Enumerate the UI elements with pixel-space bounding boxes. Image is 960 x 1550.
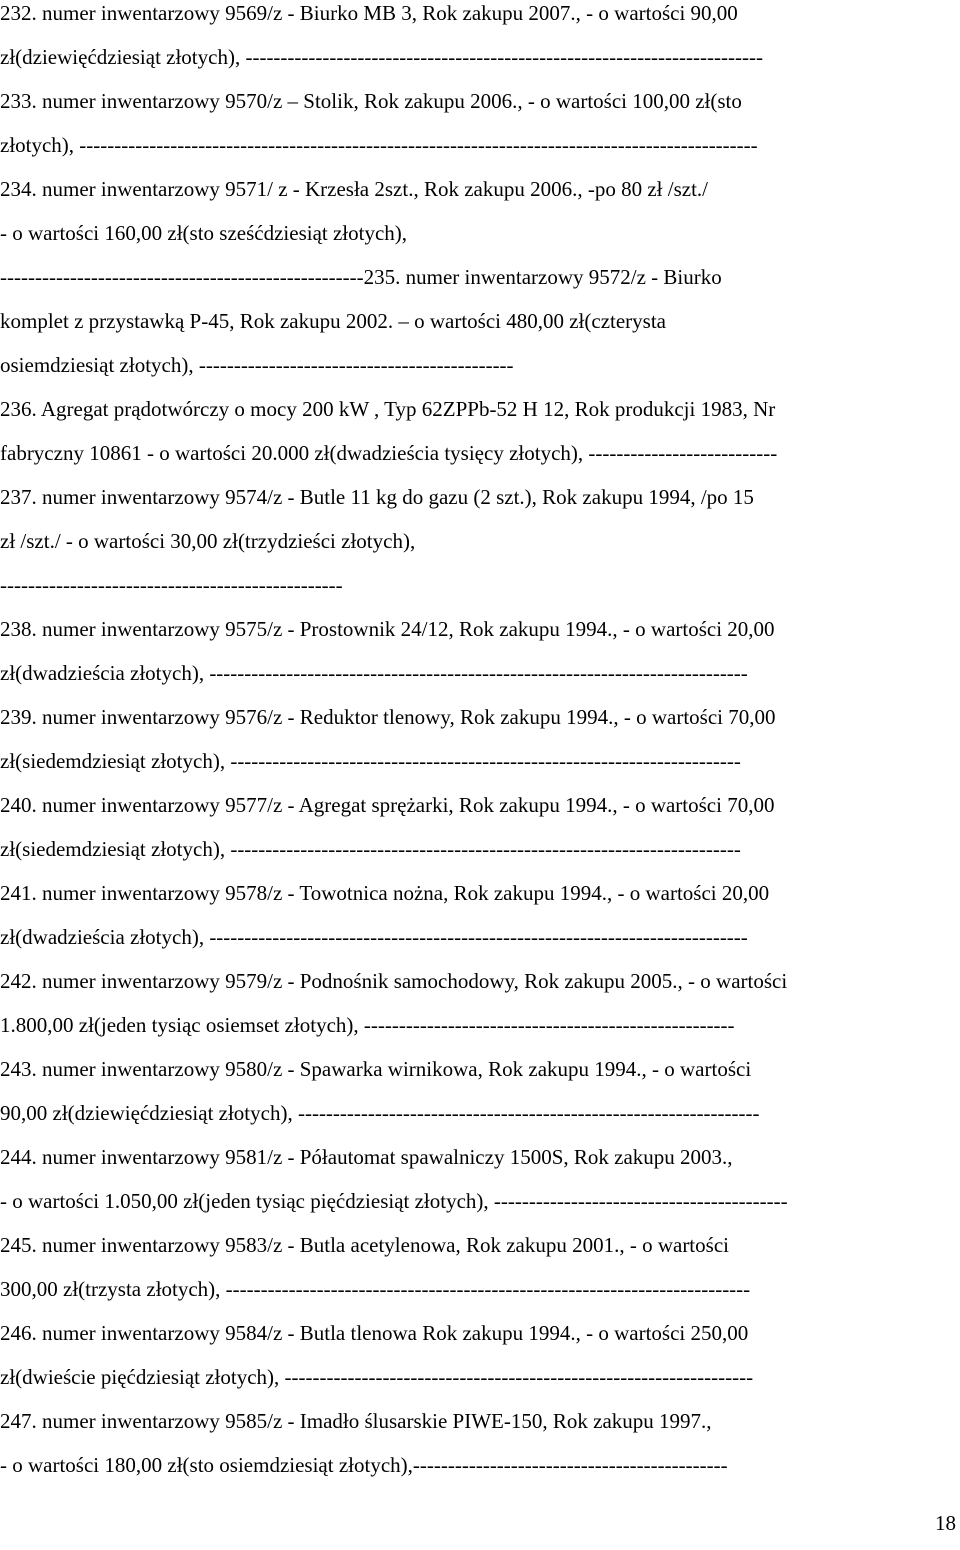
text-line: złotych), ------------------------------------------------------------------------------------------------- (0, 133, 758, 157)
text-line: 247. numer inwentarzowy 9585/z - Imadło ślusarskie PIWE-150, Rok zakupu 1997., (0, 1409, 712, 1433)
text-line: - o wartości 1.050,00 zł(jeden tysiąc pięćdziesiąt złotych), ------------------------------------------ (0, 1189, 788, 1213)
text-line: 241. numer inwentarzowy 9578/z - Towotnica nożna, Rok zakupu 1994., - o wartości 20,00 (0, 881, 770, 905)
text-line: zł(siedemdziesiąt złotych), ------------------------------------------------------------------------- (0, 837, 741, 861)
text-line: zł(dwadzieścia złotych), ----------------------------------------------------------------------------- (0, 661, 748, 685)
text-line: 232. numer inwentarzowy 9569/z - Biurko MB 3, Rok zakupu 2007., - o wartości 90,00 (0, 1, 738, 25)
text-line: ----------------------------------------------------235. numer inwentarzowy 9572/z - Biurko (0, 265, 722, 289)
text-line: 90,00 zł(dziewięćdziesiąt złotych), ------------------------------------------------------------------ (0, 1101, 760, 1125)
text-line: zł(siedemdziesiąt złotych), ------------------------------------------------------------------------- (0, 749, 741, 773)
text-line: 236. Agregat prądotwórczy o mocy 200 kW , Typ 62ZPPb-52 H 12, Rok produkcji 1983, Nr (0, 397, 776, 421)
text-line: 245. numer inwentarzowy 9583/z - Butla acetylenowa, Rok zakupu 2001., - o wartości (0, 1233, 729, 1257)
text-line: 233. numer inwentarzowy 9570/z – Stolik, Rok zakupu 2006., - o wartości 100,00 zł(sto (0, 89, 742, 113)
text-line: zł(dwadzieścia złotych), ----------------------------------------------------------------------------- (0, 925, 748, 949)
page-number: 18 (935, 1511, 956, 1535)
text-line: - o wartości 160,00 zł(sto sześćdziesiąt złotych), (0, 221, 408, 245)
text-line: 240. numer inwentarzowy 9577/z - Agregat sprężarki, Rok zakupu 1994., - o wartości 70,00 (0, 793, 775, 817)
text-line: fabryczny 10861 - o wartości 20.000 zł(dwadzieścia tysięcy złotych), --------------------------- (0, 441, 778, 465)
text-line: 237. numer inwentarzowy 9574/z - Butle 11 kg do gazu (2 szt.), Rok zakupu 1994, /po 15 (0, 485, 754, 509)
text-line: 234. numer inwentarzowy 9571/ z - Krzesła 2szt., Rok zakupu 2006., -po 80 zł /szt./ (0, 177, 709, 201)
text-line: 300,00 zł(trzysta złotych), --------------------------------------------------------------------------- (0, 1277, 751, 1301)
text-line: 244. numer inwentarzowy 9581/z - Półautomat spawalniczy 1500S, Rok zakupu 2003., (0, 1145, 733, 1169)
text-line: ------------------------------------------------- (0, 573, 343, 597)
text-line: 1.800,00 zł(jeden tysiąc osiemset złotych), ----------------------------------------------------- (0, 1013, 735, 1037)
text-line: 239. numer inwentarzowy 9576/z - Reduktor tlenowy, Rok zakupu 1994., - o wartości 70,00 (0, 705, 776, 729)
text-line: zł(dwieście pięćdziesiąt złotych), ------------------------------------------------------------------- (0, 1365, 754, 1389)
text-line: 246. numer inwentarzowy 9584/z - Butla tlenowa Rok zakupu 1994., - o wartości 250,00 (0, 1321, 749, 1345)
text-line: 243. numer inwentarzowy 9580/z - Spawarka wirnikowa, Rok zakupu 1994., - o wartości (0, 1057, 752, 1081)
text-line: 242. numer inwentarzowy 9579/z - Podnośnik samochodowy, Rok zakupu 2005., - o wartości (0, 969, 788, 993)
text-line: - o wartości 180,00 zł(sto osiemdziesiąt złotych),--------------------------------------------- (0, 1453, 728, 1477)
text-line: zł(dziewięćdziesiąt złotych), -------------------------------------------------------------------------- (0, 45, 763, 69)
text-line: osiemdziesiąt złotych), --------------------------------------------- (0, 353, 514, 377)
text-line: komplet z przystawką P-45, Rok zakupu 2002. – o wartości 480,00 zł(czterysta (0, 309, 667, 333)
text-line: 238. numer inwentarzowy 9575/z - Prostownik 24/12, Rok zakupu 1994., - o wartości 20,00 (0, 617, 775, 641)
text-line: zł /szt./ - o wartości 30,00 zł(trzydzieści złotych), (0, 529, 416, 553)
